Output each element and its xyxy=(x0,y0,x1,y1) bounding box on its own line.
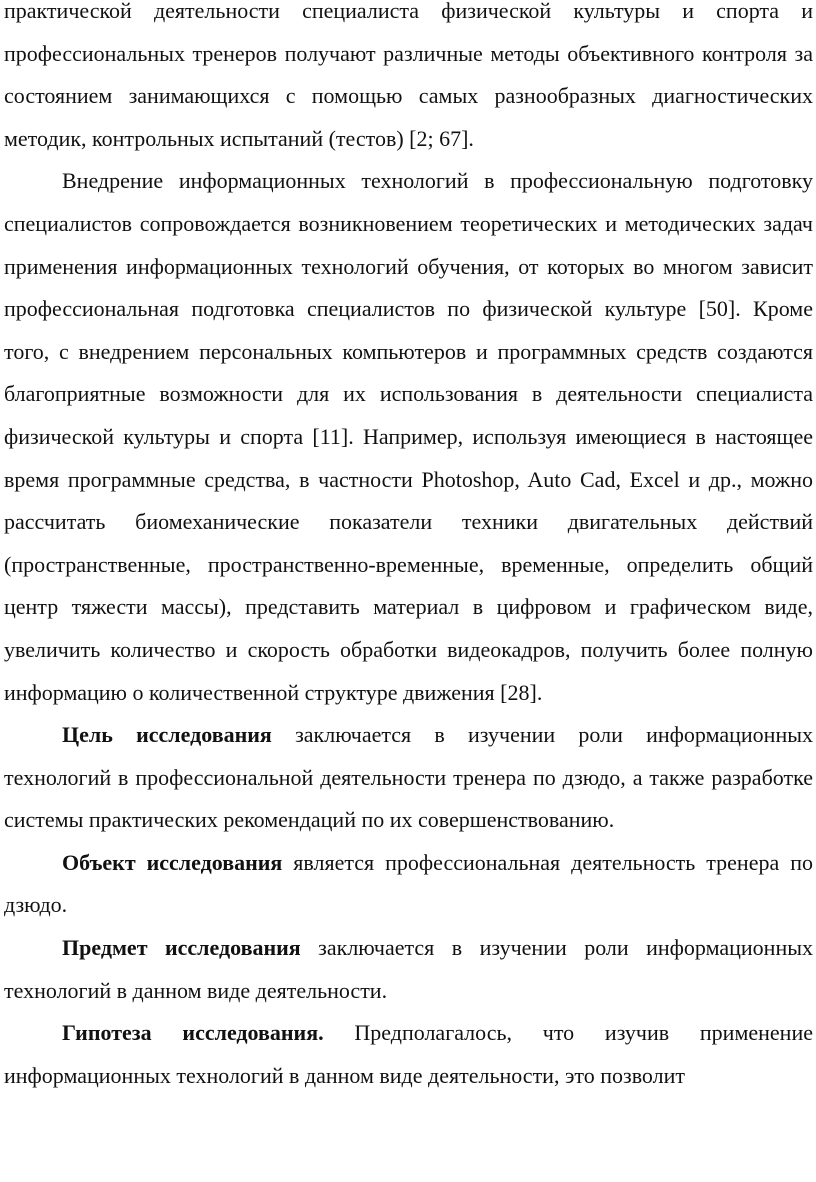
paragraph-text: заключается в изучении роли информационных технологий в данном виде деятельности. xyxy=(4,935,813,1003)
paragraph-research-goal xyxy=(4,714,813,842)
paragraph-research-object xyxy=(4,842,813,927)
paragraph-text: является профессиональная деятельность тренера по дзюдо. xyxy=(4,849,813,918)
paragraph-text: заключается в изучении роли информационных технологий в профессиональной деятельности тренера по дзюдо, а также разработке системы практических рекомендаций по их совершенствованию. xyxy=(4,722,814,833)
research-hypothesis-term: Гипотеза исследования. xyxy=(62,1020,324,1046)
research-goal-term: Цель исследования xyxy=(62,722,272,748)
paragraph-it-implementation xyxy=(4,160,813,714)
paragraph-research-subject xyxy=(4,927,813,1012)
paragraph-text: Внедрение информационных технологий в профессиональную подготовку специалистов сопровождается возникновением теоретических и методических задач применения информационных технологий обучения, от которых во многом зависит профессиональная подготовка специалистов по физической культуре [50]. Кроме того, с внедрением персональных компьютеров и программных средств создаются благоприятные возможности для их использования в деятельности специалиста физической культуры и спорта [11]. Например, используя имеющиеся в настоящее время программные средства, в частности Photoshop, Auto Cad, Excel и др., можно рассчитать биомеханические показатели техники двигательных действий (пространственные, пространственно-временные, временные, определить общий центр тяжести массы), представить материал в цифровом и графическом виде, увеличить количество и скорость обработки видеокадров, получить более полную информацию о количественной структуре движения [28]. xyxy=(4,168,813,705)
paragraph-text: практической деятельности специалиста физической культуры и спорта и профессиональных тренеров получают различные методы объективного контроля за состоянием занимающихся с помощью самых разнообразных диагностических методик, контрольных испытаний (тестов) [2; 67]. xyxy=(4,0,813,151)
research-subject-term: Предмет исследования xyxy=(62,935,301,961)
paragraph-continuation xyxy=(4,0,813,160)
paragraph-text: Предполагалось, что изучив применение информационных технологий в данном виде деятельности, это позволит xyxy=(4,1020,813,1088)
research-object-term: Объект исследования xyxy=(62,849,283,875)
paragraph-research-hypothesis xyxy=(4,1012,813,1097)
